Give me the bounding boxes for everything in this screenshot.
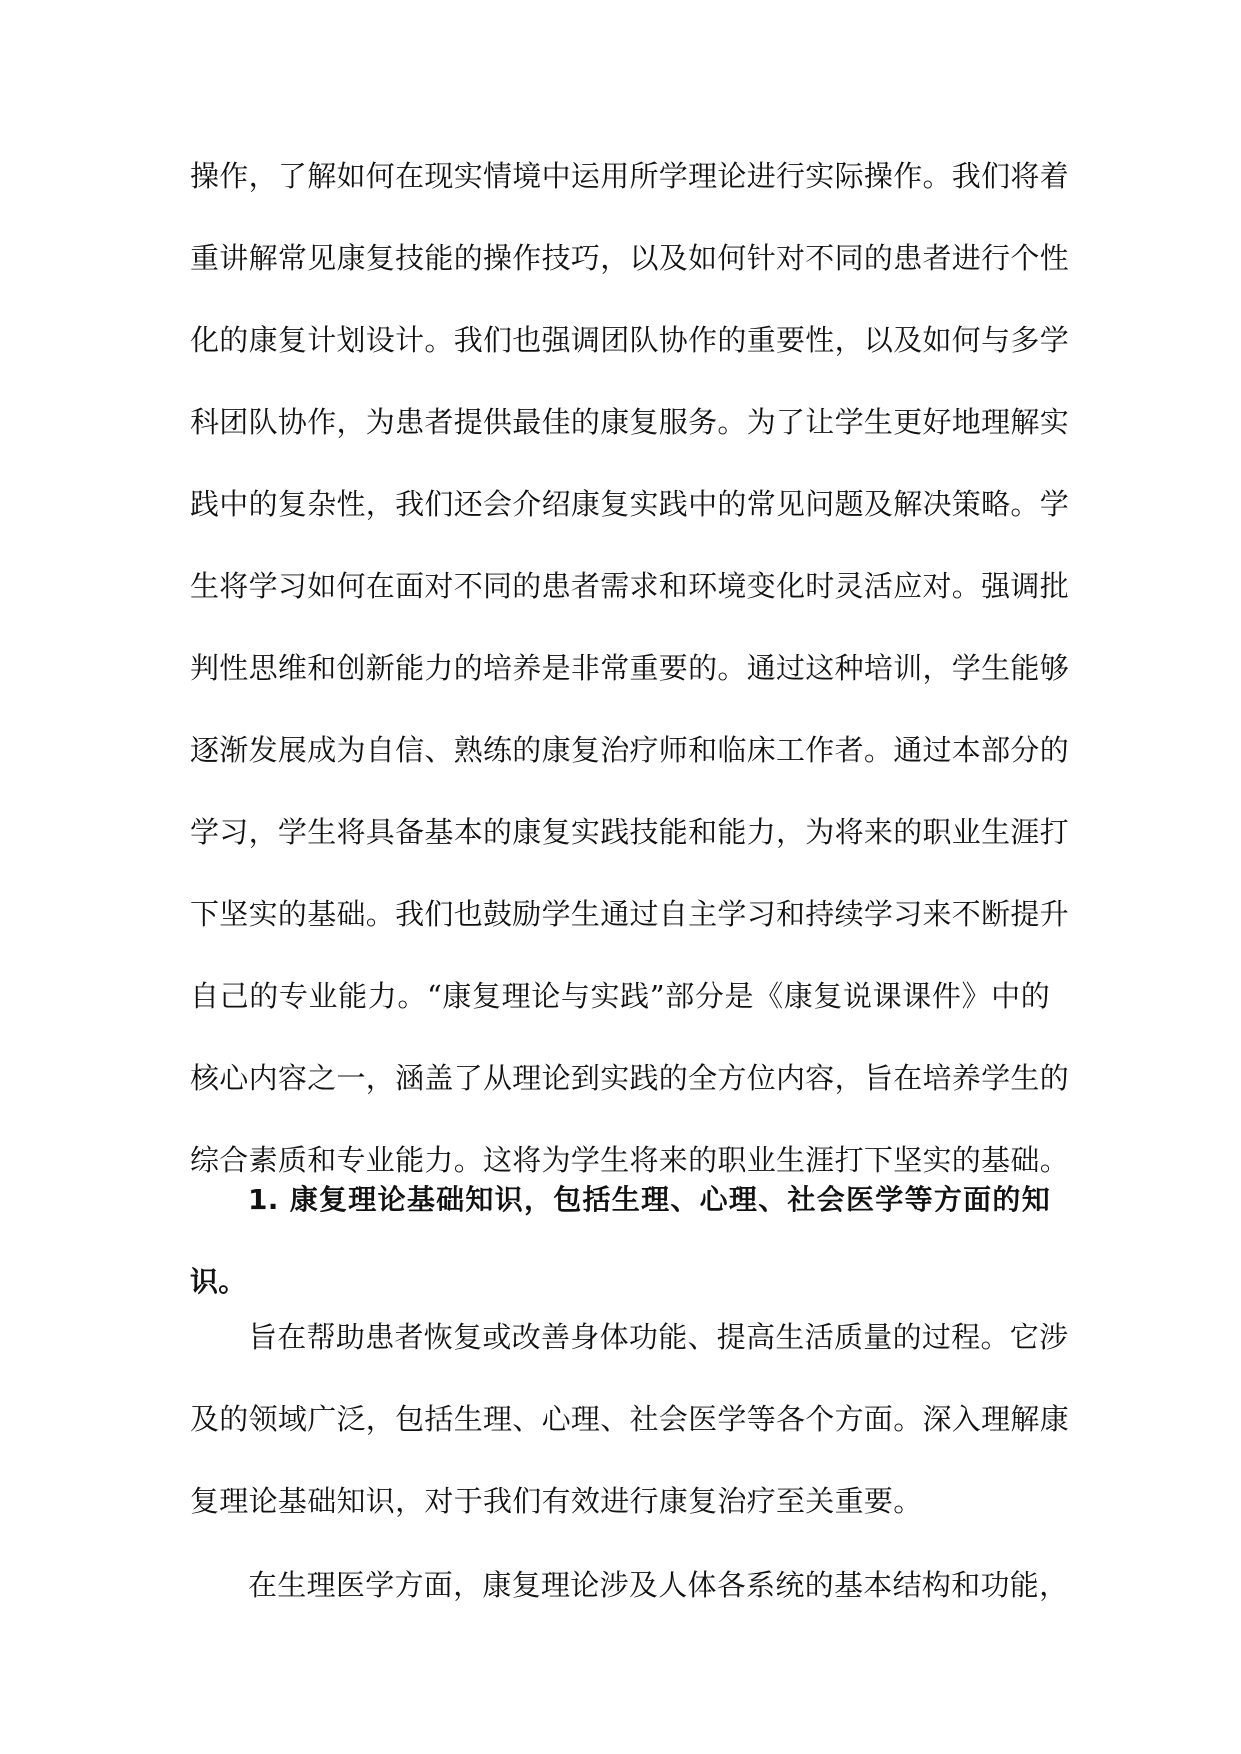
paragraph-line: 践中的复杂性，我们还会介绍康复实践中的常见问题及解决策略。学 (190, 487, 1070, 521)
paragraph-line: 在生理医学方面，康复理论涉及人体各系统的基本结构和功能， (248, 1568, 1069, 1602)
section-paragraph-1 (190, 1296, 1070, 1542)
paragraph-line: 生将学习如何在面对不同的患者需求和环境变化时灵活应对。强调批 (190, 569, 1070, 603)
paragraph-line: 学习，学生将具备基本的康复实践技能和能力，为将来的职业生涯打 (190, 815, 1070, 849)
paragraph-line: 核心内容之一，涵盖了从理论到实践的全方位内容，旨在培养学生的 (190, 1061, 1070, 1095)
paragraph-line: 化的康复计划设计。我们也强调团队协作的重要性，以及如何与多学 (190, 323, 1070, 357)
paragraph-line: 复理论基础知识，对于我们有效进行康复治疗至关重要。 (190, 1484, 923, 1518)
paragraph-line: 科团队协作，为患者提供最佳的康复服务。为了让学生更好地理解实 (190, 405, 1070, 439)
paragraph-line: 自己的专业能力。“康复理论与实践”部分是《康复说课课件》中的 (190, 979, 1050, 1013)
paragraph-line: 及的领域广泛，包括生理、心理、社会医学等各个方面。深入理解康 (190, 1402, 1070, 1436)
section-paragraph-2 (190, 1544, 1069, 1626)
paragraph-line: 综合素质和专业能力。这将为学生将来的职业生涯打下坚实的基础。 (190, 1143, 1070, 1177)
heading-line: 识。 (190, 1265, 247, 1298)
intro-paragraph (190, 135, 1070, 1201)
paragraph-line: 旨在帮助患者恢复或改善身体功能、提高生活质量的过程。它涉 (248, 1320, 1069, 1354)
heading-line: 1. 康复理论基础知识，包括生理、心理、社会医学等方面的知 (248, 1183, 1050, 1216)
paragraph-line: 重讲解常见康复技能的操作技巧，以及如何针对不同的患者进行个性 (190, 241, 1070, 275)
paragraph-line: 操作，了解如何在现实情境中运用所学理论进行实际操作。我们将着 (190, 159, 1070, 193)
paragraph-line: 判性思维和创新能力的培养是非常重要的。通过这种培训，学生能够 (190, 651, 1070, 685)
paragraph-line: 下坚实的基础。我们也鼓励学生通过自主学习和持续学习来不断提升 (190, 897, 1070, 931)
paragraph-line: 逐渐发展成为自信、熟练的康复治疗师和临床工作者。通过本部分的 (190, 733, 1070, 767)
